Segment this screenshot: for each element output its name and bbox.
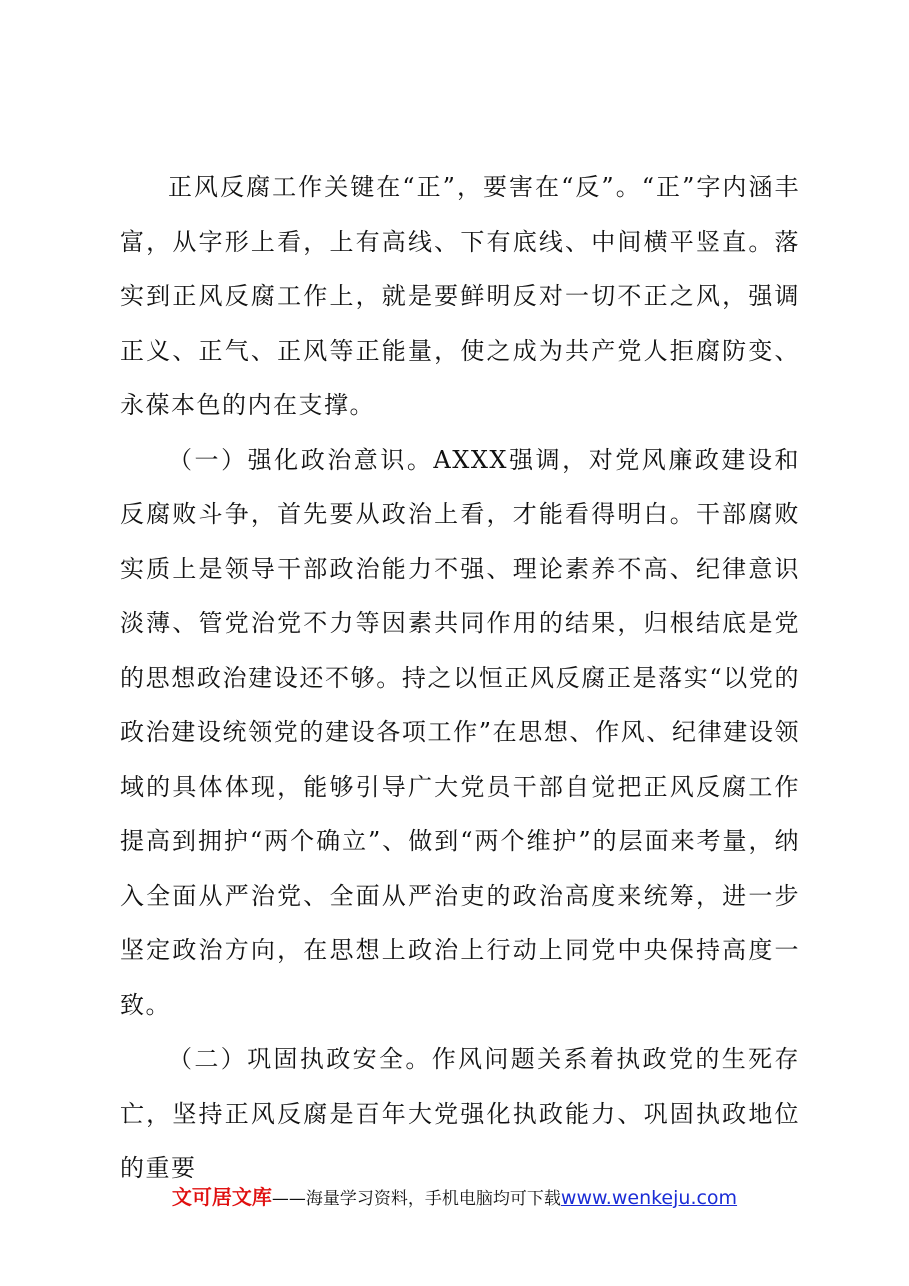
footer-brand: 文可居文库 [171, 1185, 272, 1209]
footer-slogan: ——海量学习资料，手机电脑均可下载 [271, 1189, 561, 1209]
footer-banner [0, 1181, 909, 1210]
document-body [120, 160, 800, 1196]
paragraph-intro: 正风反腐工作关键在“正”，要害在“反”。“正”字内涵丰富，从字形上看，上有高线、下有底线、中间横平竖直。落实到正风反腐工作上，就是要鲜明反对一切不正之风，强调正义、正气、正风等正能量，使之成为共产党人拒腐防变、永葆本色的内在支撑。 [120, 173, 800, 419]
paragraph-section-1: （一）强化政治意识。AXXX强调，对党风廉政建设和反腐败斗争，首先要从政治上看，才能看得明白。干部腐败实质上是领导干部政治能力不强、理论素养不高、纪律意识淡薄、管党治党不力等因素共同作用的结果，归根结底是党的思想政治建设还不够。持之以恒正风反腐正是落实“以党的政治建设统领党的建设各项工作”在思想、作风、纪律建设领域的具体体现，能够引导广大党员干部自觉把正风反腐工作提高到拥护“两个确立”、做到“两个维护”的层面来考量，纳入全面从严治党、全面从严治吏的政治高度来统筹，进一步坚定政治方向，在思想上政治上行动上同党中央保持高度一致。 [120, 445, 800, 1019]
paragraph-section-2: （二）巩固执政安全。作风问题关系着执政党的生死存亡，坚持正风反腐是百年大党强化执政能力、巩固执政地位的重要 [120, 1045, 800, 1182]
footer-site-link[interactable]: www.wenkeju.com [560, 1187, 738, 1209]
